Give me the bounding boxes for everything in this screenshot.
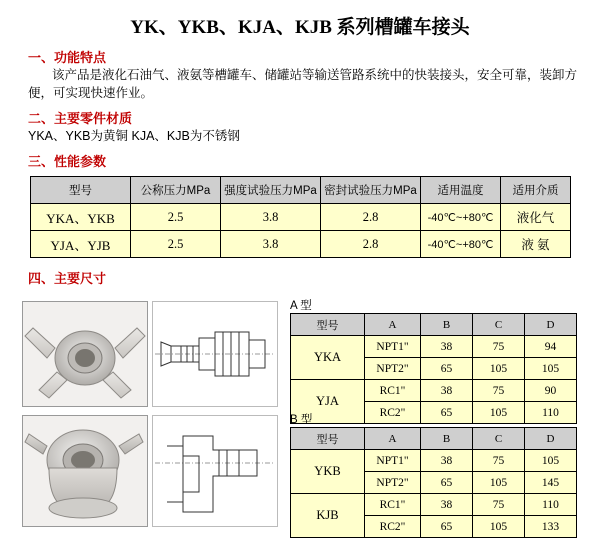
table-header-row xyxy=(31,177,571,204)
table-header-row xyxy=(291,314,577,336)
cell-a: NPT1" xyxy=(365,336,421,358)
coupling-drawing-type-b xyxy=(152,415,278,527)
dimension-table-type-b xyxy=(290,427,577,538)
cell-d: 110 xyxy=(525,494,577,516)
col-model: 型号 xyxy=(31,177,131,204)
table-row xyxy=(291,380,577,402)
cell-model-group: KJB xyxy=(291,494,365,538)
col-seal-pressure: 密封试验压力MPa xyxy=(321,177,421,204)
cell-model-group: YJA xyxy=(291,380,365,424)
table-row xyxy=(31,231,571,258)
cell-temperature: -40℃~+80℃ xyxy=(421,204,501,231)
cell-a: NPT1" xyxy=(365,450,421,472)
col-a: A xyxy=(365,428,421,450)
coupling-photo-type-b xyxy=(22,415,148,527)
cell-a: RC2" xyxy=(365,516,421,538)
section-heading-dimensions: 四、主要尺寸 xyxy=(28,271,107,287)
col-a: A xyxy=(365,314,421,336)
cell-model: YJA、YJB xyxy=(31,231,131,258)
cell-b: 38 xyxy=(421,450,473,472)
cell-d: 145 xyxy=(525,472,577,494)
cell-c: 75 xyxy=(473,380,525,402)
table-row xyxy=(31,204,571,231)
cell-seal: 2.8 xyxy=(321,231,421,258)
coupling-photo-type-a xyxy=(22,301,148,407)
col-b: B xyxy=(421,428,473,450)
cell-a: RC1" xyxy=(365,380,421,402)
cell-strength: 3.8 xyxy=(221,204,321,231)
cell-medium: 液 氨 xyxy=(501,231,571,258)
type-a-label: A 型 xyxy=(290,300,312,313)
table-row xyxy=(291,494,577,516)
cell-b: 38 xyxy=(421,336,473,358)
cell-d: 105 xyxy=(525,450,577,472)
cell-a: NPT2" xyxy=(365,358,421,380)
cell-medium: 液化气 xyxy=(501,204,571,231)
col-c: C xyxy=(473,428,525,450)
col-c: C xyxy=(473,314,525,336)
cell-d: 110 xyxy=(525,402,577,424)
cell-c: 105 xyxy=(473,516,525,538)
cell-seal: 2.8 xyxy=(321,204,421,231)
coupling-drawing-type-a xyxy=(152,301,278,407)
table-row xyxy=(291,450,577,472)
cell-c: 105 xyxy=(473,402,525,424)
col-model: 型号 xyxy=(291,314,365,336)
section-heading-material: 二、主要零件材质 xyxy=(28,111,133,127)
cell-b: 65 xyxy=(421,358,473,380)
col-d: D xyxy=(525,428,577,450)
section-text-material: YKA、YKB为黄铜 KJA、KJB为不锈钢 xyxy=(28,129,240,144)
cell-c: 75 xyxy=(473,450,525,472)
cell-b: 65 xyxy=(421,402,473,424)
cell-c: 105 xyxy=(473,472,525,494)
cell-d: 90 xyxy=(525,380,577,402)
cell-d: 133 xyxy=(525,516,577,538)
col-strength-pressure: 强度试验压力MPa xyxy=(221,177,321,204)
cell-temperature: -40℃~+80℃ xyxy=(421,231,501,258)
table-row xyxy=(291,336,577,358)
type-b-label: B 型 xyxy=(290,414,313,427)
dimensions-area xyxy=(0,295,600,535)
section-heading-performance: 三、性能参数 xyxy=(28,154,107,170)
cell-nominal: 2.5 xyxy=(131,204,221,231)
cell-strength: 3.8 xyxy=(221,231,321,258)
col-model: 型号 xyxy=(291,428,365,450)
cell-model: YKA、YKB xyxy=(31,204,131,231)
cell-b: 38 xyxy=(421,380,473,402)
cell-b: 65 xyxy=(421,472,473,494)
cell-model-group: YKB xyxy=(291,450,365,494)
col-nominal-pressure: 公称压力MPa xyxy=(131,177,221,204)
cell-c: 105 xyxy=(473,358,525,380)
cell-c: 75 xyxy=(473,494,525,516)
col-medium: 适用介质 xyxy=(501,177,571,204)
cell-c: 75 xyxy=(473,336,525,358)
col-temperature: 适用温度 xyxy=(421,177,501,204)
section-heading-features: 一、功能特点 xyxy=(28,50,107,65)
cell-d: 105 xyxy=(525,358,577,380)
cell-d: 94 xyxy=(525,336,577,358)
page-title: YK、YKB、KJA、KJB 系列槽罐车接头 xyxy=(130,17,470,38)
col-d: D xyxy=(525,314,577,336)
cell-a: RC1" xyxy=(365,494,421,516)
cell-b: 38 xyxy=(421,494,473,516)
col-b: B xyxy=(421,314,473,336)
cell-a: RC2" xyxy=(365,402,421,424)
section-text-features: 该产品是液化石油气、液氨等槽罐车、储罐站等输送管路系统中的快装接头，安全可靠，装卸方便，可实现快速作业。 xyxy=(28,68,578,101)
cell-a: NPT2" xyxy=(365,472,421,494)
dimension-table-type-a xyxy=(290,313,577,424)
cell-model-group: YKA xyxy=(291,336,365,380)
specification-table xyxy=(30,176,571,258)
table-header-row xyxy=(291,428,577,450)
cell-b: 65 xyxy=(421,516,473,538)
cell-nominal: 2.5 xyxy=(131,231,221,258)
